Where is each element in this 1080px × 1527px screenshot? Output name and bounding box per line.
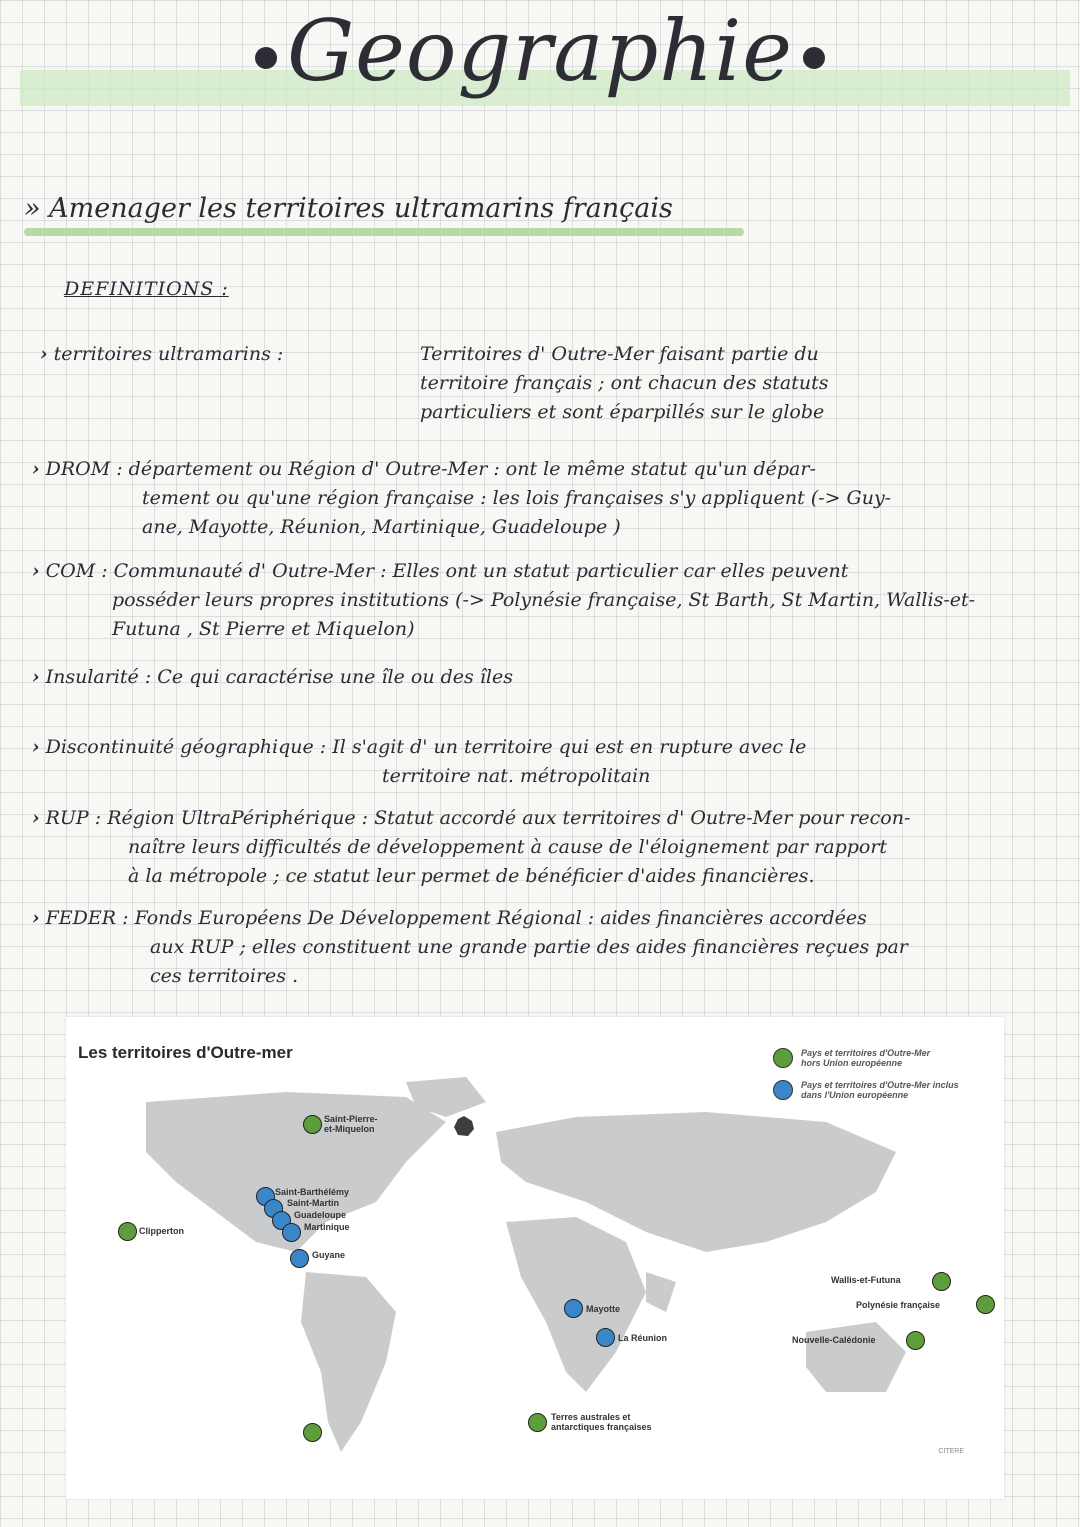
definition-entry: › Insularité : Ce qui caractérise une île ou des îles bbox=[32, 666, 513, 688]
pin-saint-pierre-et-miquelon bbox=[303, 1423, 322, 1442]
label-guadeloupe: Guadeloupe bbox=[294, 1210, 347, 1220]
legend-swatch-green bbox=[773, 1048, 793, 1068]
label-wallis-et-futuna: Wallis-et-Futuna bbox=[831, 1275, 901, 1285]
pin-mayotte bbox=[564, 1299, 583, 1318]
definition-line: Ce qui caractérise une île ou des îles bbox=[157, 666, 513, 688]
section-heading-text: Amenager les territoires ultramarins français bbox=[49, 193, 673, 224]
pin-spm bbox=[303, 1115, 322, 1134]
definition-term: FEDER bbox=[45, 907, 117, 929]
label-la-reunion: La Réunion bbox=[618, 1333, 667, 1343]
definition-line: ces territoires . bbox=[150, 965, 299, 987]
section-heading: » Amenager les territoires ultramarins français bbox=[24, 193, 673, 224]
definition-entry: › RUP : Région UltraPériphérique : Statut accordé aux territoires d' Outre-Mer pour recon- naître leurs difficultés de développement à cause de l'éloignement par rapport à la métropole ; ce statut leur permet de bénéficier d'aides financières. bbox=[32, 804, 1052, 891]
definition-term: DROM bbox=[45, 458, 111, 480]
label-saint-martin: Saint-Martin bbox=[287, 1198, 340, 1208]
definition-line: département ou Région d' Outre-Mer : ont le même statut qu'un dépar- bbox=[128, 458, 816, 480]
pin-guyane bbox=[290, 1249, 309, 1268]
pin-martinique bbox=[282, 1223, 301, 1242]
definition-line: Futuna , St Pierre et Miquelon) bbox=[112, 618, 415, 640]
pin-nouvelle-caledonie bbox=[906, 1331, 925, 1350]
legend-item-eu bbox=[773, 1080, 981, 1100]
legend-item-non-eu bbox=[773, 1048, 951, 1068]
france-mainland-icon bbox=[452, 1115, 476, 1137]
definition-line: particuliers et sont éparpillés sur le globe bbox=[420, 401, 825, 423]
legend-swatch-blue bbox=[773, 1080, 793, 1100]
label-saint-barthelemy: Saint-Barthélémy bbox=[275, 1187, 350, 1197]
label-guyane: Guyane bbox=[312, 1250, 346, 1260]
label-taaf: Terres australes et antarctiques françaises bbox=[551, 1412, 652, 1432]
definition-entry: › FEDER : Fonds Européens De Développement Régional : aides financières accordées aux RUP ; elles constituent une grande partie des aides financières reçues par ces territoires . bbox=[32, 904, 1052, 991]
definition-term: COM bbox=[45, 560, 96, 582]
map-title: Les territoires d'Outre-mer bbox=[78, 1043, 293, 1062]
legend-label: Pays et territoires d'Outre-Mer inclus dans l'Union européenne bbox=[801, 1080, 959, 1100]
bullet-dot-left bbox=[255, 47, 277, 69]
definition-line: Communauté d' Outre-Mer : Elles ont un statut particulier car elles peuvent bbox=[113, 560, 849, 582]
pin-clipperton bbox=[118, 1222, 137, 1241]
pin-taaf bbox=[528, 1413, 547, 1432]
definition-term: territoires ultramarins bbox=[53, 343, 271, 365]
definitions-heading: DEFINITIONS : bbox=[64, 278, 229, 300]
definition-line: à la métropole ; ce statut leur permet de bénéficier d'aides financières. bbox=[128, 865, 815, 887]
definition-entry: › territoires ultramarins : Territoires d' Outre-Mer faisant partie du territoire français ; ont chacun des statuts particuliers et sont éparpillés sur le globe bbox=[40, 340, 1050, 427]
label-nouvelle-caledonie: Nouvelle-Calédonie bbox=[792, 1335, 876, 1345]
heading-highlight bbox=[24, 228, 744, 236]
definition-line: Il s'agit d' un territoire qui est en rupture avec le bbox=[332, 736, 807, 758]
overseas-territories-map bbox=[66, 1017, 1004, 1499]
legend-label: Pays et territoires d'Outre-Mer hors Union européenne bbox=[801, 1048, 931, 1068]
page-title-text: Geographie bbox=[287, 2, 793, 100]
label-martinique: Martinique bbox=[304, 1222, 350, 1232]
definition-line: naître leurs difficultés de développement à cause de l'éloignement par rapport bbox=[128, 836, 888, 858]
label-clipperton: Clipperton bbox=[139, 1226, 184, 1236]
definition-line: tement ou qu'une région française : les lois françaises s'y appliquent (-> Guy- bbox=[142, 487, 892, 509]
definition-term: Insularité bbox=[45, 666, 139, 688]
definition-line: Région UltraPériphérique : Statut accordé aux territoires d' Outre-Mer pour recon- bbox=[107, 807, 911, 829]
definition-term: Discontinuité géographique bbox=[45, 736, 314, 758]
label-mayotte: Mayotte bbox=[586, 1304, 621, 1314]
definition-entry: › Discontinuité géographique : Il s'agit d' un territoire qui est en rupture avec le territoire nat. métropolitain bbox=[32, 733, 1052, 791]
pin-la-reunion bbox=[596, 1328, 615, 1347]
pin-polynesie-francaise bbox=[976, 1295, 995, 1314]
definition-line: territoire nat. métropolitain bbox=[382, 765, 651, 787]
definition-line: Fonds Européens De Développement Régional : aides financières accordées bbox=[134, 907, 867, 929]
definition-line: ane, Mayotte, Réunion, Martinique, Guadeloupe ) bbox=[142, 516, 621, 538]
label-saint-pierre-et-miquelon: Saint-Pierre-et-Miquelon bbox=[324, 1114, 378, 1134]
pin-wallis-et-futuna bbox=[932, 1272, 951, 1291]
definition-line: posséder leurs propres institutions (-> Polynésie française, St Barth, St Martin, Wallis-et- bbox=[112, 589, 976, 611]
definition-entry: › DROM : département ou Région d' Outre-Mer : ont le même statut qu'un dépar- tement ou qu'une région française : les lois françaises s'y appliquent (-> Guy- ane, Mayotte, Réunion, Martinique, Guadeloupe ) bbox=[32, 455, 1052, 542]
definition-term: RUP bbox=[45, 807, 89, 829]
bullet-dot-right bbox=[803, 47, 825, 69]
label-polynesie-francaise: Polynésie française bbox=[856, 1300, 941, 1310]
definition-line: Territoires d' Outre-Mer faisant partie du bbox=[420, 343, 819, 365]
definition-line: aux RUP ; elles constituent une grande partie des aides financières reçues par bbox=[150, 936, 908, 958]
definition-line: territoire français ; ont chacun des statuts bbox=[420, 372, 829, 394]
page-title bbox=[0, 2, 1080, 100]
definition-entry: › COM : Communauté d' Outre-Mer : Elles ont un statut particulier car elles peuvent posséder leurs propres institutions (-> Polynésie française, St Barth, St Martin, Wallis-et- Futuna , St Pierre et Miquelon) bbox=[32, 557, 1052, 644]
map-credit: CITERE bbox=[938, 1448, 964, 1455]
